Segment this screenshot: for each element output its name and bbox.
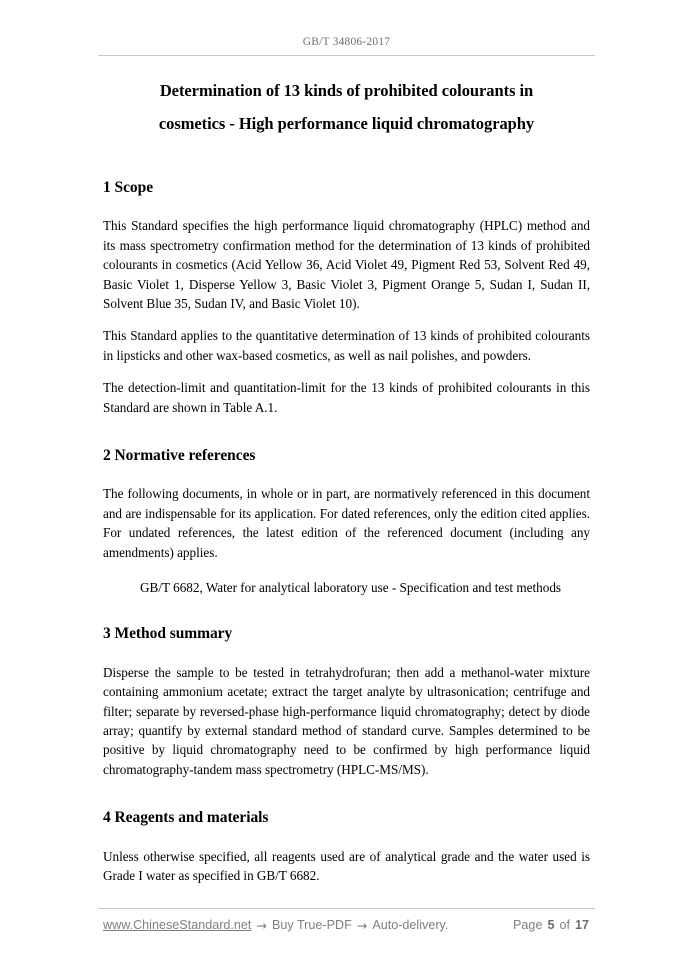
site-url-link[interactable]: www.ChineseStandard.net <box>103 918 252 932</box>
page-label: Page <box>513 918 543 932</box>
scope-paragraph-2: This Standard applies to the quantitative determination of 13 kinds of prohibited colourants in lipsticks and other wax-based cosmetics, as well as nail polishes, and powders. <box>103 328 590 363</box>
footer-divider <box>98 908 595 909</box>
section-heading-normative-references: 2 Normative references <box>103 447 256 465</box>
page-header <box>98 32 595 50</box>
delivery-label: Auto-delivery. <box>372 918 449 932</box>
normative-reference-item-1: GB/T 6682, Water for analytical laboratory use - Specification and test methods <box>140 580 562 596</box>
method-summary-paragraph-1: Disperse the sample to be tested in tetrahydrofuran; then add a methanol-water mixture containing ammonium acetate; extract the target analyte by ultrasonication; centrifuge and filter; separate by reversed-phase high-performance liquid chromatography; detect by diode array; quantify by external standard method of standard curve. Samples determined to be positive by liquid chromatography need to be confirmed by high performance liquid chromatography-tandem mass spectrometry (HPLC-MS/MS). <box>103 664 590 777</box>
footer-promo <box>103 918 448 933</box>
buy-label: Buy True-PDF <box>271 918 352 932</box>
of-label: of <box>559 918 570 932</box>
document-body <box>103 74 590 885</box>
scope-paragraph-3: The detection-limit and quantitation-limit for the 13 kinds of prohibited colourants in this Standard are shown in Table A.1. <box>103 380 590 415</box>
header-divider <box>98 55 595 56</box>
arrow-right-icon: → <box>256 917 267 933</box>
arrow-right-icon-2: → <box>356 917 368 933</box>
total-page-count: 17 <box>574 918 589 932</box>
reagents-and-materials-paragraph-1: Unless otherwise specified, all reagents used are of analytical grade and the water used is Grade I water as specified in GB/T 6682. <box>103 848 590 884</box>
section-heading-scope: 1 Scope <box>103 179 154 196</box>
page-footer <box>103 914 595 936</box>
standard-code: GB/T 34806-2017 <box>302 36 391 48</box>
normative-references-paragraph-1: The following documents, in whole or in part, are normatively referenced in this document and are indispensable for its application. For dated references, only the edition cited applies. For undated references, the latest edition of the referenced document (including any amendments) applies. <box>103 486 590 560</box>
document-title: Determination of 13 kinds of prohibited colourants in cosmetics - High performance liquid chromatography <box>158 81 535 133</box>
page-indicator <box>513 918 595 932</box>
section-heading-reagents-and-materials: 4 Reagents and materials <box>103 809 269 827</box>
scope-paragraph-1: This Standard specifies the high performance liquid chromatography (HPLC) method and its mass spectrometry confirmation method for the determination of 13 kinds of prohibited colourants in cosmetics (Acid Yellow 36, Acid Violet 49, Pigment Red 53, Solvent Red 49, Basic Violet 1, Disperse Yellow 3, Basic Violet 3, Pigment Orange 5, Sudan I, Sudan II, Solvent Blue 35, Sudan IV, and Basic Violet 10). <box>103 218 590 311</box>
section-heading-method-summary: 3 Method summary <box>103 625 233 643</box>
current-page-number: 5 <box>547 918 555 932</box>
